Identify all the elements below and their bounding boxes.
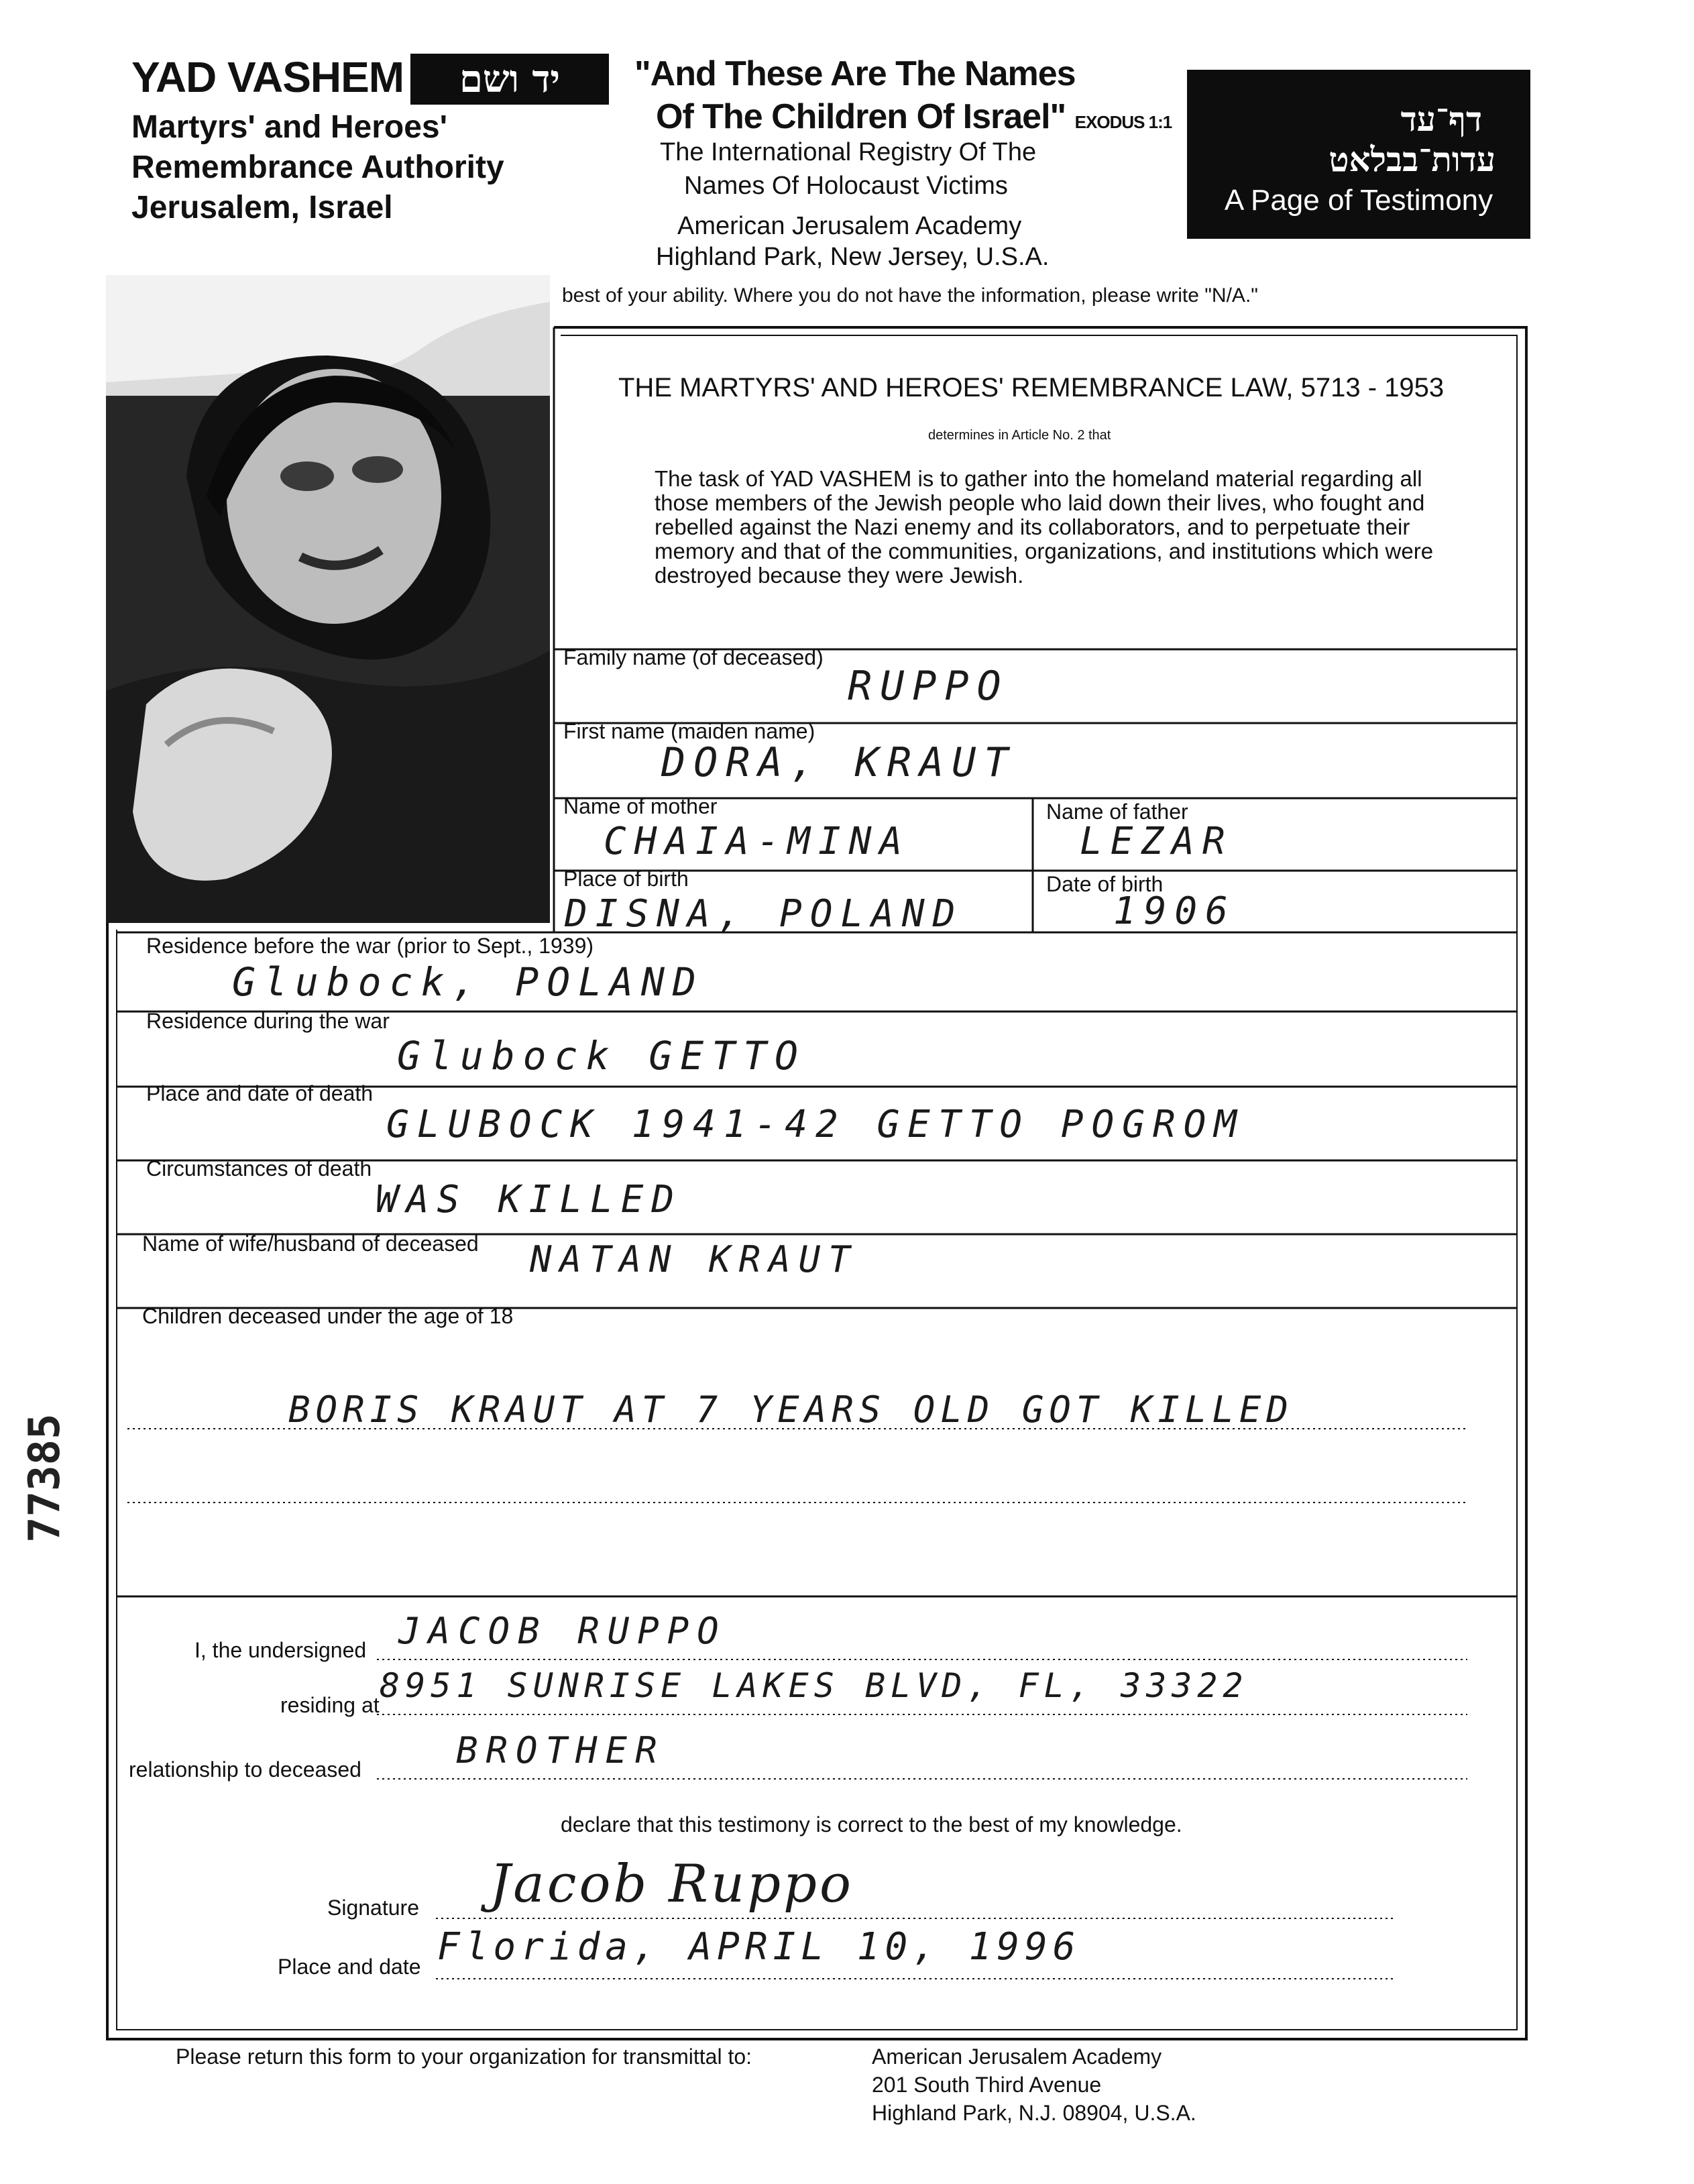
spouse-value: NATAN KRAUT xyxy=(530,1238,858,1280)
side-reference-number: 77385 xyxy=(20,1413,70,1543)
first-name-value: DORA, KRAUT xyxy=(661,739,1017,786)
quote-line-2-text: Of The Children Of Israel" xyxy=(656,97,1066,136)
birth-place-value: DISNA, POLAND xyxy=(565,892,964,936)
page-title: A Page of Testimony xyxy=(1224,184,1493,217)
birth-date-label: Date of birth xyxy=(1046,872,1164,896)
declare-text: declare that this testimony is correct to the best of my knowledge. xyxy=(561,1812,1182,1837)
circumstances-value: WAS KILLED xyxy=(376,1178,683,1221)
death-place-label: Place and date of death xyxy=(146,1081,374,1105)
residing-label: residing at xyxy=(280,1693,380,1717)
residence-during-label: Residence during the war xyxy=(146,1009,390,1033)
org-name: YAD VASHEM xyxy=(131,53,404,101)
quote-reference: EXODUS 1:1 xyxy=(1074,112,1172,132)
residing-value: 8951 SUNRISE LAKES BLVD, FL, 33322 xyxy=(380,1666,1249,1705)
place-date-label: Place and date xyxy=(278,1955,421,1979)
org-line-3: Jerusalem, Israel xyxy=(131,190,393,225)
page-hebrew-1: דף־עד xyxy=(1400,99,1482,139)
mother-name-value: CHAIA-MINA xyxy=(604,820,911,863)
mother-name-label: Name of mother xyxy=(563,794,718,818)
residence-before-value: Glubock, POLAND xyxy=(232,959,704,1005)
page-hebrew-2: עדות־בבלאט xyxy=(1329,140,1495,179)
return-instruction: Please return this form to your organization for transmittal to: xyxy=(176,2044,752,2069)
undersigned-value: JACOB RUPPO xyxy=(398,1610,727,1652)
father-name-label: Name of father xyxy=(1046,800,1188,824)
residence-before-label: Residence before the war (prior to Sept., 1939) xyxy=(146,934,594,958)
return-address-line-3: Highland Park, N.J. 08904, U.S.A. xyxy=(872,2101,1196,2125)
quote-line-1: "And These Are The Names xyxy=(634,54,1076,93)
relationship-label: relationship to deceased xyxy=(129,1757,361,1782)
academy-line-2: Highland Park, New Jersey, U.S.A. xyxy=(656,243,1050,271)
signature-label: Signature xyxy=(327,1896,419,1920)
org-name-hebrew-logo: יד ושם xyxy=(410,54,609,105)
org-line-1: Martyrs' and Heroes' xyxy=(131,109,447,145)
circumstances-label: Circumstances of death xyxy=(146,1156,372,1181)
first-name-label: First name (maiden name) xyxy=(563,719,815,743)
signature-value: Jacob Ruppo xyxy=(490,1854,854,1914)
children-value: BORIS KRAUT AT 7 YEARS OLD GOT KILLED xyxy=(288,1388,1294,1431)
org-line-2: Remembrance Authority xyxy=(131,150,504,185)
registry-line-2: Names Of Holocaust Victims xyxy=(684,172,1008,200)
spouse-label: Name of wife/husband of deceased xyxy=(142,1232,479,1256)
father-name-value: LEZAR xyxy=(1080,820,1233,863)
instruction-text: best of your ability. Where you do not have the information, please write "N/A." xyxy=(562,284,1258,307)
residence-during-value: Glubock GETTO xyxy=(397,1033,806,1079)
birth-date-value: 1906 xyxy=(1113,889,1236,933)
relationship-value: BROTHER xyxy=(456,1729,665,1771)
death-place-value: GLUBOCK 1941-42 GETTO POGROM xyxy=(386,1103,1245,1146)
academy-line-1: American Jerusalem Academy xyxy=(677,212,1022,240)
law-title: THE MARTYRS' AND HEROES' REMEMBRANCE LAW, 5713 - 1953 xyxy=(618,373,1445,402)
return-address-line-2: 201 South Third Avenue xyxy=(872,2073,1102,2097)
place-date-value: Florida, APRIL 10, 1996 xyxy=(437,1925,1081,1969)
family-name-label: Family name (of deceased) xyxy=(563,645,824,669)
return-address-line-1: American Jerusalem Academy xyxy=(872,2044,1162,2069)
family-name-value: RUPPO xyxy=(848,663,1009,710)
law-text: The task of YAD VASHEM is to gather into the homeland material regarding all those members of the Jewish people who laid down their lives, who fought and rebelled against the Nazi enemy and its collaborators, and to perpetuate their memory and that of the communities, organizations, and institutions which were destroyed because they were Jewish. xyxy=(655,466,1434,588)
law-subtitle: determines in Article No. 2 that xyxy=(928,428,1111,443)
children-label: Children deceased under the age of 18 xyxy=(142,1304,514,1328)
undersigned-label: I, the undersigned xyxy=(194,1638,367,1662)
birth-place-label: Place of birth xyxy=(563,867,689,891)
registry-line-1: The International Registry Of The xyxy=(660,138,1037,166)
